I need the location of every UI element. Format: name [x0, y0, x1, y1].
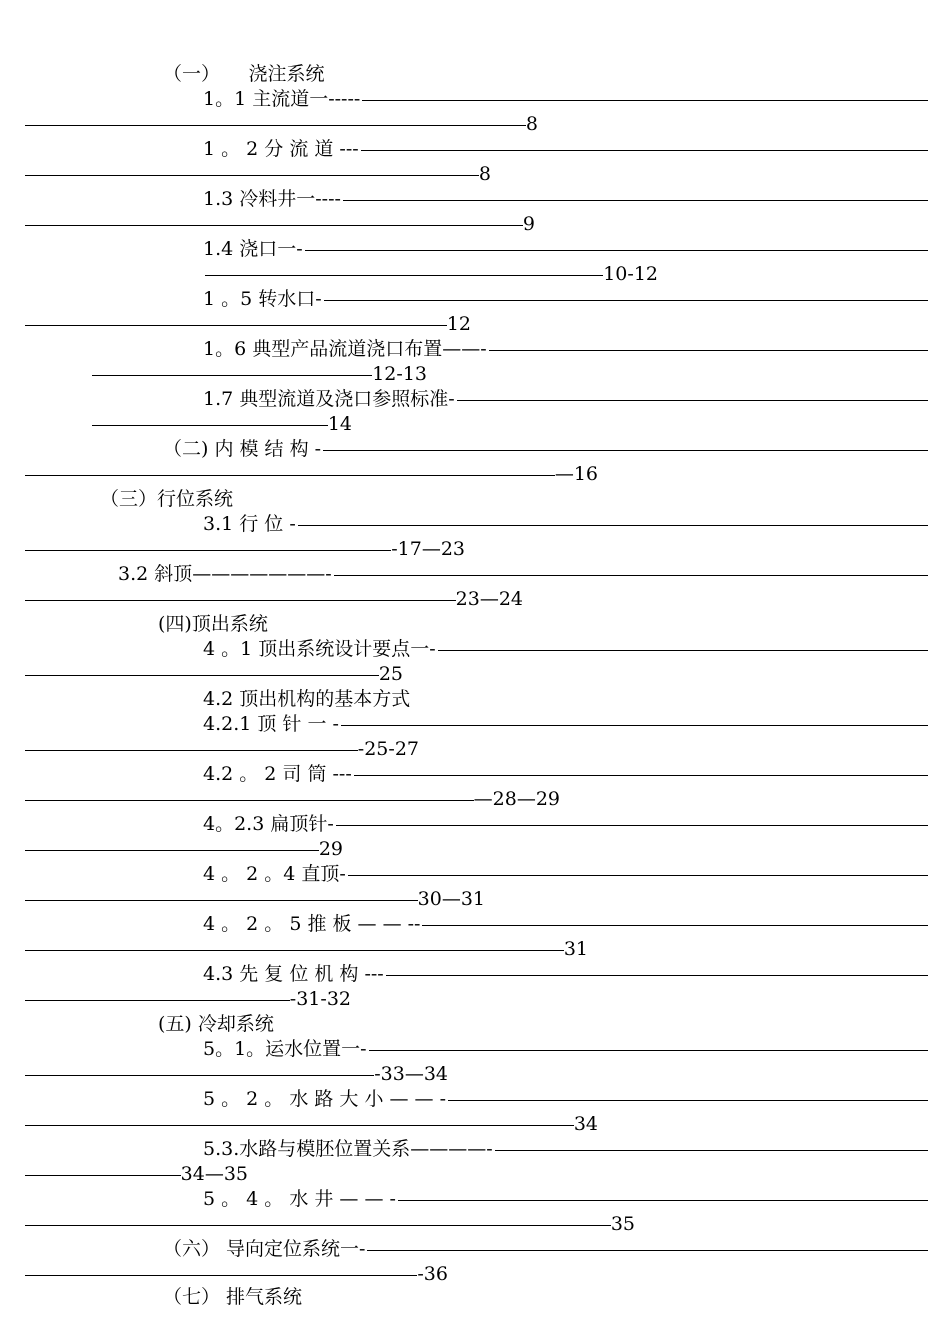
- page-number: -36: [417, 1263, 448, 1285]
- toc-entry-1-4-cont: [203, 262, 658, 287]
- page-number: 12-13: [372, 363, 427, 385]
- toc-entry-5-4: 5 。 4 。 水 井 — — -: [203, 1187, 928, 1212]
- toc-entry-5-2: 5 。 2 。 水 路 大 小 — — -: [203, 1087, 928, 1112]
- toc-entry-3-1-cont: [23, 537, 465, 562]
- toc-entry-4-1-cont: [23, 662, 403, 687]
- page-number: —28—29: [473, 788, 560, 810]
- page-number: 14: [327, 413, 352, 435]
- toc-entry-5-3-cont: [23, 1162, 248, 1187]
- toc-entry-4-2-1: 4.2.1 顶 针 一 -: [203, 712, 928, 737]
- toc-entry-6: （六） 导向定位系统一-: [163, 1237, 928, 1262]
- toc-entry-1-6: 1。6 典型产品流道浇口布置——-: [203, 337, 928, 362]
- toc-entry-1-7-cont: [90, 412, 352, 437]
- toc-entry-4-1: 4 。1 顶出系统设计要点一-: [203, 637, 928, 662]
- toc-entry-1-1: 1。1 主流道一-----: [203, 87, 928, 112]
- toc-entry-1-3: 1.3 冷料井一----: [203, 187, 928, 212]
- toc-entry-1-5: 1 。5 转水口-: [203, 287, 928, 312]
- toc-entry-4-2-2: 4.2 。 2 司 筒 ---: [203, 762, 928, 787]
- toc-entry-5-2-cont: [23, 1112, 598, 1137]
- page-number: 29: [318, 838, 343, 860]
- page-number: 8: [525, 113, 538, 135]
- page-number: -31-32: [289, 988, 351, 1010]
- page-number: 23—24: [455, 588, 523, 610]
- toc-entry-1-6-cont: [90, 362, 427, 387]
- page-number: 30—31: [417, 888, 485, 910]
- page-number: 8: [478, 163, 491, 185]
- toc-entry-4-3: 4.3 先 复 位 机 构 ---: [203, 962, 928, 987]
- page-number: -25-27: [357, 738, 419, 760]
- toc-entry-4-3-cont: [23, 987, 351, 1012]
- toc-entry-5-4-cont: [23, 1212, 635, 1237]
- toc-entry-1-7: 1.7 典型流道及浇口参照标准-: [203, 387, 928, 412]
- toc-entry-4-2-1-cont: [23, 737, 419, 762]
- page-number: 9: [522, 213, 535, 235]
- toc-entry-1-2: 1 。 2 分 流 道 ---: [203, 137, 928, 162]
- page-number: 34—35: [180, 1163, 248, 1185]
- page-number: -33—34: [374, 1063, 448, 1085]
- toc-entry-4-2-2-cont: [23, 787, 560, 812]
- toc-heading-1: （一） 浇注系统: [163, 63, 325, 85]
- page-number: —16: [554, 463, 598, 485]
- toc-entry-4-2-3-cont: [23, 837, 343, 862]
- page-number: 10-12: [603, 263, 658, 285]
- toc-entry-1-2-cont: [23, 162, 491, 187]
- toc-heading-7: （七） 排气系统: [163, 1286, 303, 1308]
- toc-entry-5-1-cont: [23, 1062, 448, 1087]
- page-number: 35: [610, 1213, 635, 1235]
- toc-heading-5: (五) 冷却系统: [158, 1013, 274, 1035]
- toc-heading-3: （三）行位系统: [100, 488, 234, 510]
- toc-entry-3-2: 3.2 斜顶———————-: [118, 562, 928, 587]
- toc-entry-4-2-5-cont: [23, 937, 588, 962]
- toc-entry-4-2-4: 4 。 2 。4 直顶-: [203, 862, 928, 887]
- toc-entry-5-3: 5.3.水路与模胚位置关系————-: [203, 1137, 928, 1162]
- toc-entry-3-1: 3.1 行 位 -: [203, 512, 928, 537]
- toc-entry-1-5-cont: [23, 312, 471, 337]
- toc-entry-2-cont: [23, 462, 598, 487]
- toc-entry-1-4: 1.4 浇口一-: [203, 237, 928, 262]
- toc-entry-4-2-4-cont: [23, 887, 485, 912]
- page-number: 34: [573, 1113, 598, 1135]
- toc-entry-1-3-cont: [23, 212, 535, 237]
- toc-entry-5-1: 5。1。运水位置一-: [203, 1037, 928, 1062]
- toc-subheading-4-2: 4.2 顶出机构的基本方式: [203, 688, 411, 710]
- toc-entry-4-2-3: 4。2.3 扁顶针-: [203, 812, 928, 837]
- toc-entry-1-1-cont: [23, 112, 538, 137]
- page-number: -17—23: [391, 538, 465, 560]
- page-number: 12: [446, 313, 471, 335]
- toc-entry-3-2-cont: [23, 587, 523, 612]
- toc-entry-4-2-5: 4 。 2 。 5 推 板 — — --: [203, 912, 928, 937]
- toc-entry-2: （二) 内 模 结 构 -: [163, 437, 928, 462]
- toc-heading-4: (四)顶出系统: [158, 613, 268, 635]
- page-number: 25: [378, 663, 403, 685]
- page-number: 31: [563, 938, 588, 960]
- toc-entry-6-cont: [23, 1262, 448, 1287]
